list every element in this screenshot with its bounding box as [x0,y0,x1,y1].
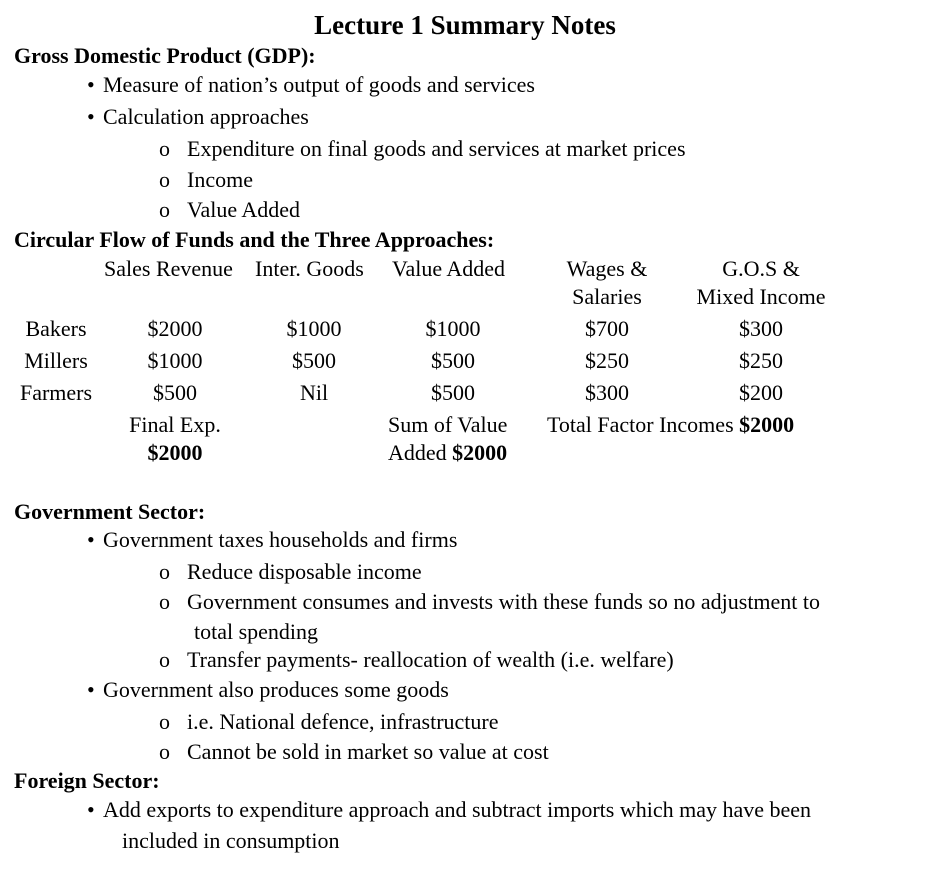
cell-farmers-inter: Nil [299,380,329,405]
gdp-heading: Gross Domestic Product (GDP): [14,43,316,68]
total-factor-incomes-label: Total Factor Incomes [547,412,734,437]
foreign-heading: Foreign Sector: [14,768,160,793]
foreign-bullet-exports-cont: included in consumption [122,828,340,853]
gdp-sub-income: o Income [187,169,253,191]
gdp-bullet-approaches: • Calculation approaches [103,106,309,128]
cell-bakers-inter: $1000 [286,316,342,341]
gov-sub-disposable: o Reduce disposable income [187,561,422,583]
circular-flow-heading: Circular Flow of Funds and the Three Approaches: [14,227,495,252]
total-factor-incomes [547,414,794,436]
cell-bakers-wages: $700 [585,316,629,341]
gov-sub-consumes-cont: total spending [194,619,319,644]
gov-sub-cost: o Cannot be sold in market so value at cost [187,741,549,763]
col-header-sales-revenue: Sales Revenue [104,256,233,281]
sum-value-added-label: Sum of Value [388,412,508,437]
gdp-sub-value-added: o Value Added [187,199,300,221]
cell-farmers-value: $500 [431,380,475,405]
cell-bakers-value: $1000 [425,316,481,341]
cell-bakers-sales: $2000 [147,316,203,341]
gov-sub-consumes: o Government consumes and invests with these funds so no adjustment to [187,591,820,613]
col-header-wages-line2: Salaries [572,284,642,309]
cell-millers-gos: $250 [739,348,783,373]
cell-farmers-wages: $300 [585,380,629,405]
cell-millers-sales: $1000 [147,348,203,373]
final-exp-value: $2000 [147,440,203,465]
gov-bullet-produces: • Government also produces some goods [103,679,449,701]
sum-value-added-label-2: Added [388,440,447,465]
cell-farmers-gos: $200 [739,380,783,405]
col-header-wages-line1: Wages & [566,256,648,281]
page-title: Lecture 1 Summary Notes [314,10,616,40]
final-exp-label: Final Exp. [129,412,221,437]
col-header-gos-line1: G.O.S & [722,256,800,281]
cell-millers-inter: $500 [292,348,336,373]
col-header-gos-line2: Mixed Income [696,284,826,309]
cell-millers-value: $500 [431,348,475,373]
row-label-farmers: Farmers [19,380,93,405]
cell-farmers-sales: $500 [153,380,197,405]
sum-value-added-line2 [388,442,507,464]
cell-bakers-gos: $300 [739,316,783,341]
government-heading: Government Sector: [14,499,206,524]
gov-bullet-taxes: • Government taxes households and firms [103,529,457,551]
sum-value-added-value: $2000 [452,440,508,465]
row-label-bakers: Bakers [25,316,87,341]
gdp-sub-expenditure: o Expenditure on final goods and services at market prices [187,138,686,160]
gov-sub-transfer: o Transfer payments- reallocation of wealth (i.e. welfare) [187,649,674,671]
row-label-millers: Millers [24,348,88,373]
col-header-value-added: Value Added [392,256,506,281]
cell-millers-wages: $250 [585,348,629,373]
col-header-inter-goods: Inter. Goods [255,256,364,281]
total-factor-incomes-value: $2000 [739,412,795,437]
gdp-bullet-output: • Measure of nation’s output of goods and services [103,74,535,96]
foreign-bullet-exports: • Add exports to expenditure approach and subtract imports which may have been [103,799,811,821]
gov-sub-defence: o i.e. National defence, infrastructure [187,711,499,733]
